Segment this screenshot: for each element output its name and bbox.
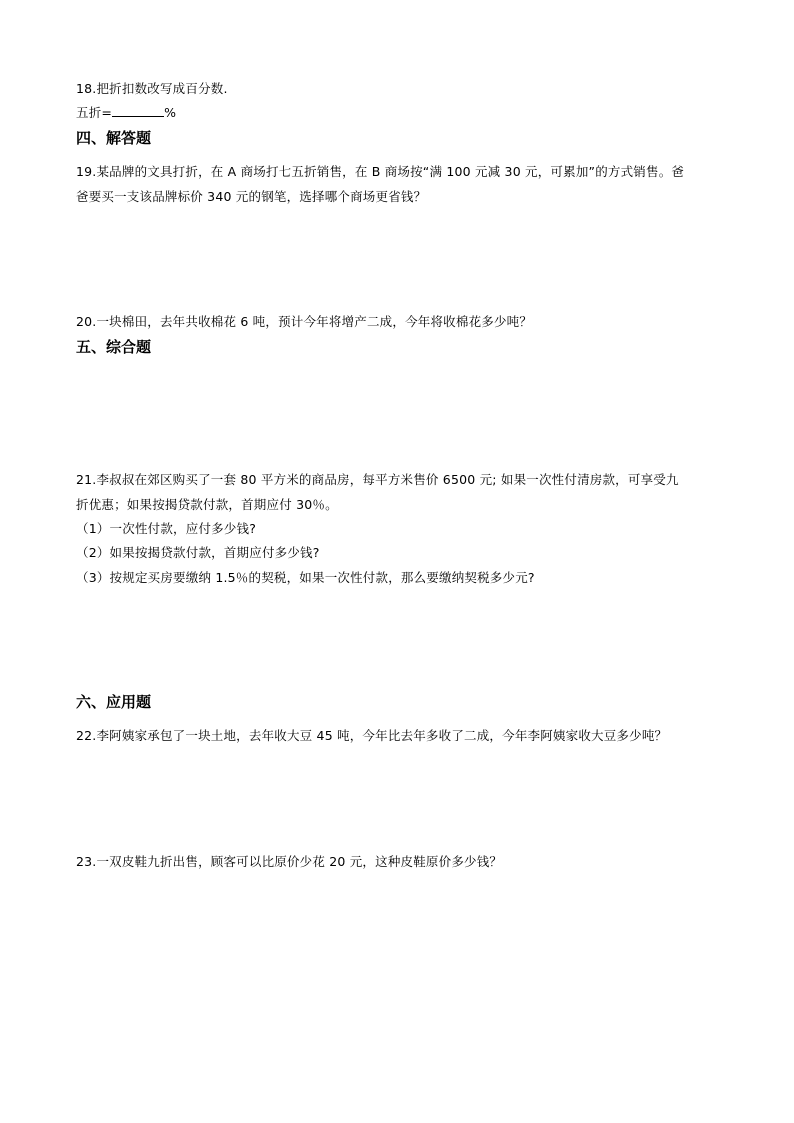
question-18-suffix: %	[164, 105, 177, 120]
section-4-heading: 四、解答题	[76, 129, 152, 147]
question-18-item	[76, 105, 176, 121]
question-22: 22.李阿姨家承包了一块土地，去年收大豆 45 吨，今年比去年多收了二成，今年李阿姨家收大豆多少吨？	[76, 728, 668, 743]
question-21-sub-2: （2）如果按揭贷款付款，首期应付多少钱?	[76, 545, 320, 560]
question-18-prefix: 五折=	[76, 105, 113, 120]
section-6-heading: 六、应用题	[76, 693, 152, 711]
question-23: 23.一双皮鞋九折出售，顾客可以比原价少花 20 元，这种皮鞋原价多少钱？	[76, 854, 503, 869]
question-19-line-2: 爸要买一支该品牌标价 340 元的钢笔，选择哪个商场更省钱？	[76, 189, 427, 204]
section-5-heading: 五、综合题	[76, 338, 152, 356]
question-21-sub-1: （1）一次性付款，应付多少钱?	[76, 521, 257, 536]
question-21-line-1: 21.李叔叔在郊区购买了一套 80 平方米的商品房，每平方米售价 6500 元; 如果一次性付清房款，可享受九	[76, 472, 679, 487]
answer-blank[interactable]	[112, 105, 164, 117]
question-18-title: 18.把折扣数改写成百分数.	[76, 81, 228, 96]
question-21-line-2: 折优惠；如果按揭贷款付款，首期应付 30％。	[76, 497, 338, 512]
question-20: 20.一块棉田，去年共收棉花 6 吨，预计今年将增产二成，今年将收棉花多少吨？	[76, 314, 533, 329]
question-21-sub-3: （3）按规定买房要缴纳 1.5％的契税，如果一次性付款，那么要缴纳契税多少元?	[76, 570, 535, 585]
question-19-line-1: 19.某品牌的文具打折，在 A 商场打七五折销售，在 B 商场按“满 100 元减 30 元，可累加”的方式销售。爸	[76, 164, 685, 179]
